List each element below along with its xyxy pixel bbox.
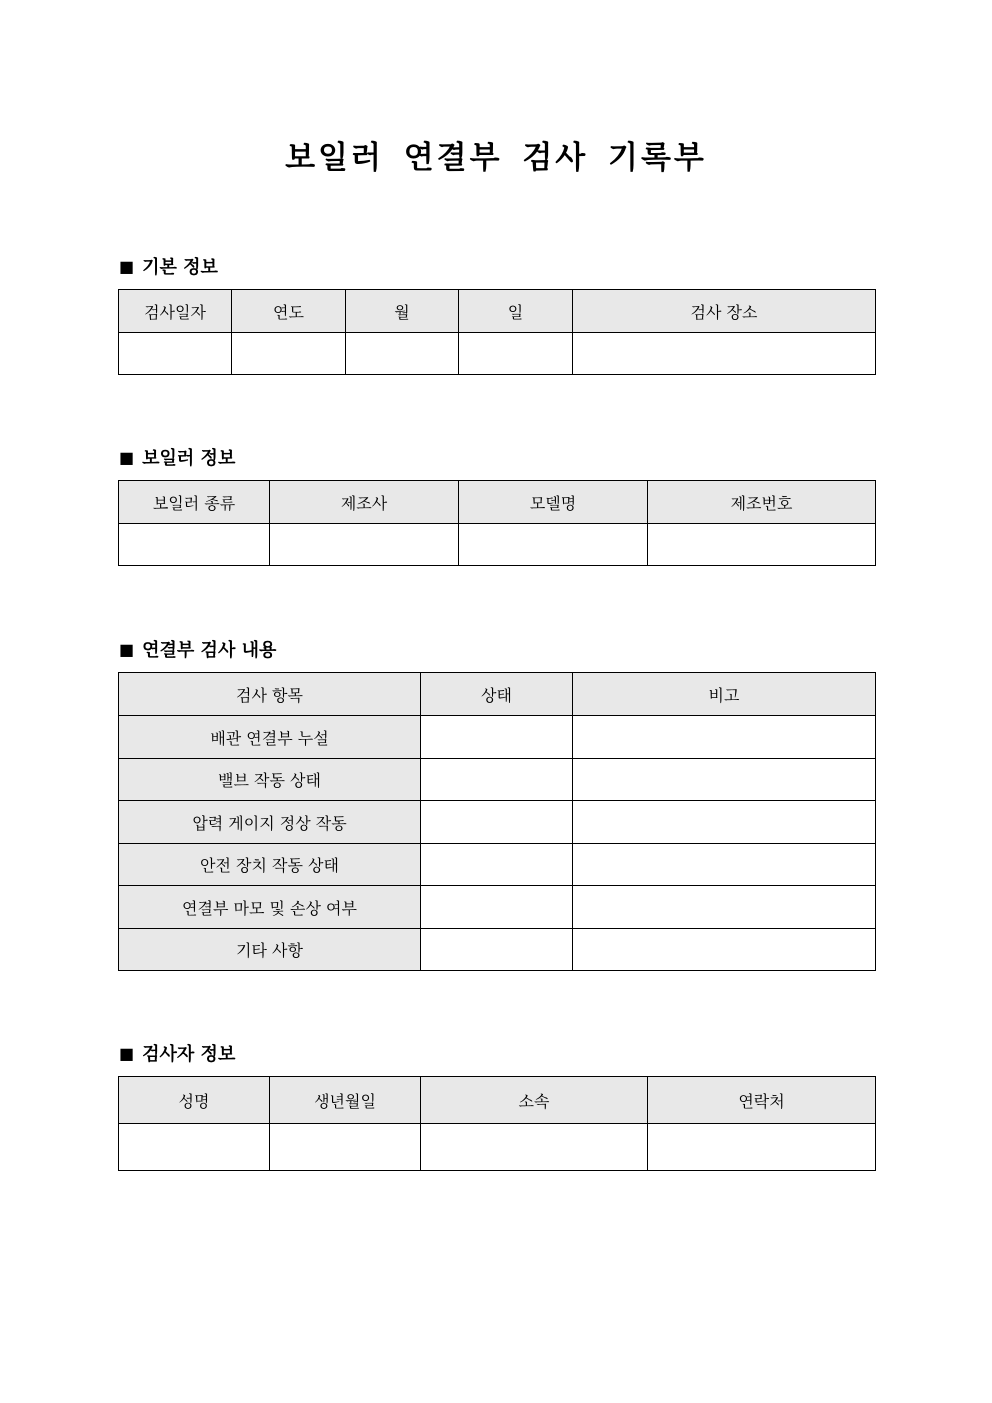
birthdate-field[interactable] xyxy=(270,1124,421,1171)
inspection-date-field[interactable] xyxy=(119,333,232,375)
table-row xyxy=(119,801,876,844)
column-header-manufacturer: 제조사 xyxy=(270,481,459,524)
column-header-status: 상태 xyxy=(421,673,573,716)
item-label: 연결부 마모 및 손상 여부 xyxy=(119,886,421,929)
inspector-info-table xyxy=(118,1076,876,1171)
section-heading-boiler-info xyxy=(119,444,235,470)
section-title: 보일러 정보 xyxy=(142,448,236,469)
column-header-item: 검사 항목 xyxy=(119,673,421,716)
year-field[interactable] xyxy=(232,333,346,375)
column-header-year: 연도 xyxy=(232,290,346,333)
column-header-month: 월 xyxy=(346,290,459,333)
table-row xyxy=(119,1124,876,1171)
item-label: 압력 게이지 정상 작동 xyxy=(119,801,421,844)
table-row xyxy=(119,844,876,886)
table-row xyxy=(119,929,876,971)
status-field[interactable] xyxy=(421,801,573,844)
item-label: 밸브 작동 상태 xyxy=(119,759,421,801)
document-title: 보일러 연결부 검사 기록부 xyxy=(285,140,707,176)
status-field[interactable] xyxy=(421,844,573,886)
square-bullet-icon: ■ xyxy=(119,256,135,276)
column-header-boiler-type: 보일러 종류 xyxy=(119,481,270,524)
item-label: 배관 연결부 누설 xyxy=(119,716,421,759)
status-field[interactable] xyxy=(421,716,573,759)
table-header-row xyxy=(119,481,876,524)
table-row xyxy=(119,886,876,929)
table-row xyxy=(119,716,876,759)
boiler-info-table xyxy=(118,480,876,566)
table-header-row xyxy=(119,673,876,716)
item-label: 안전 장치 작동 상태 xyxy=(119,844,421,886)
item-label: 기타 사항 xyxy=(119,929,421,971)
remarks-field[interactable] xyxy=(573,886,876,929)
remarks-field[interactable] xyxy=(573,929,876,971)
month-field[interactable] xyxy=(346,333,459,375)
square-bullet-icon: ■ xyxy=(119,639,135,659)
column-header-name: 성명 xyxy=(119,1077,270,1124)
serial-number-field[interactable] xyxy=(648,524,876,566)
table-row xyxy=(119,524,876,566)
section-heading-inspector-info xyxy=(119,1040,235,1066)
column-header-affiliation: 소속 xyxy=(421,1077,648,1124)
square-bullet-icon: ■ xyxy=(119,1043,135,1063)
table-header-row xyxy=(119,290,876,333)
table-header-row xyxy=(119,1077,876,1124)
inspection-table xyxy=(118,672,876,971)
status-field[interactable] xyxy=(421,929,573,971)
column-header-serial-number: 제조번호 xyxy=(648,481,876,524)
remarks-field[interactable] xyxy=(573,844,876,886)
name-field[interactable] xyxy=(119,1124,270,1171)
remarks-field[interactable] xyxy=(573,716,876,759)
remarks-field[interactable] xyxy=(573,801,876,844)
table-row xyxy=(119,333,876,375)
status-field[interactable] xyxy=(421,759,573,801)
section-title: 검사자 정보 xyxy=(142,1044,236,1065)
manufacturer-field[interactable] xyxy=(270,524,459,566)
boiler-type-field[interactable] xyxy=(119,524,270,566)
square-bullet-icon: ■ xyxy=(119,447,135,467)
column-header-model: 모델명 xyxy=(459,481,648,524)
model-field[interactable] xyxy=(459,524,648,566)
column-header-inspection-date: 검사일자 xyxy=(119,290,232,333)
section-title: 연결부 검사 내용 xyxy=(142,640,277,661)
table-row xyxy=(119,759,876,801)
day-field[interactable] xyxy=(459,333,573,375)
column-header-location: 검사 장소 xyxy=(573,290,876,333)
basic-info-table xyxy=(118,289,876,375)
column-header-remarks: 비고 xyxy=(573,673,876,716)
section-heading-inspection xyxy=(119,636,276,662)
column-header-day: 일 xyxy=(459,290,573,333)
contact-field[interactable] xyxy=(648,1124,876,1171)
column-header-contact: 연락처 xyxy=(648,1077,876,1124)
location-field[interactable] xyxy=(573,333,876,375)
status-field[interactable] xyxy=(421,886,573,929)
column-header-birthdate: 생년월일 xyxy=(270,1077,421,1124)
section-heading-basic-info xyxy=(119,253,218,279)
section-title: 기본 정보 xyxy=(142,257,218,278)
affiliation-field[interactable] xyxy=(421,1124,648,1171)
remarks-field[interactable] xyxy=(573,759,876,801)
